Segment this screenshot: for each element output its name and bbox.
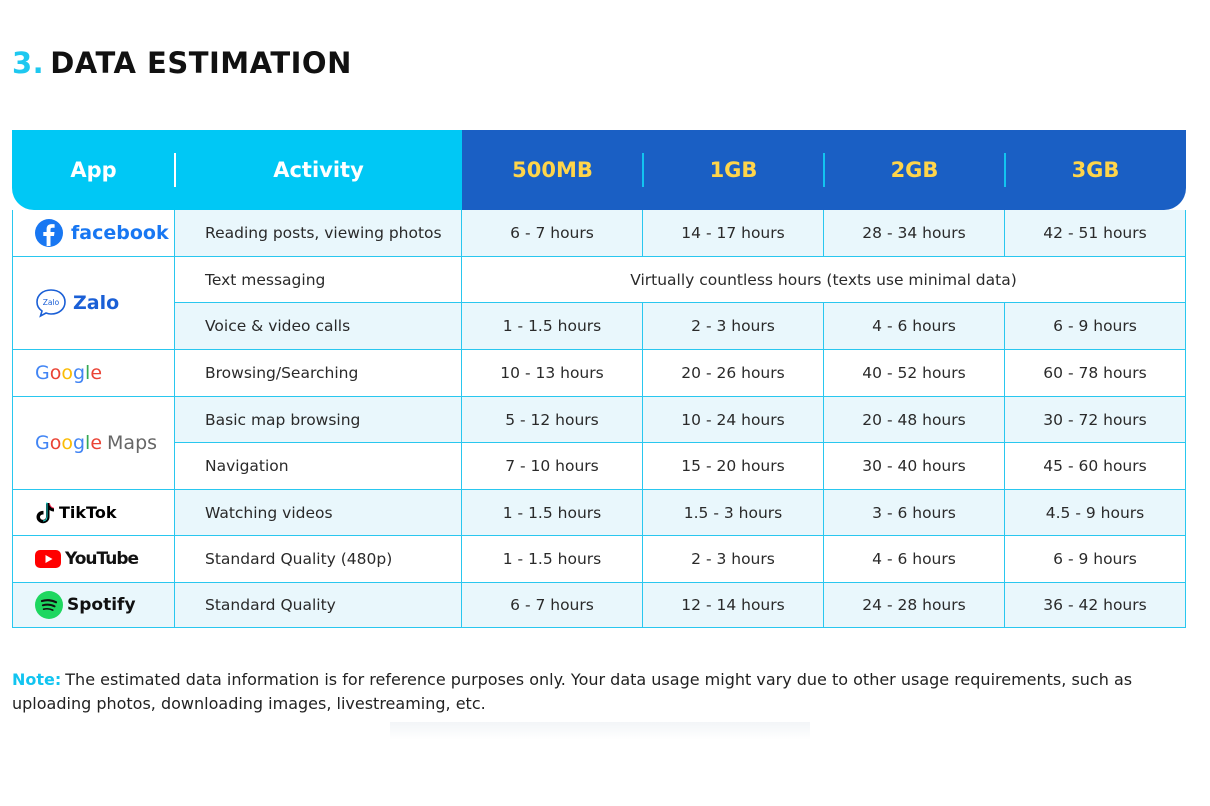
activity-cell: Reading posts, viewing photos: [175, 210, 462, 257]
value-cell: 36 - 42 hours: [1005, 583, 1186, 628]
zalo-icon: [35, 288, 67, 318]
value-cell: 4 - 6 hours: [824, 536, 1005, 583]
section-number: 3.: [12, 46, 45, 80]
value-cell: 15 - 20 hours: [643, 443, 824, 490]
zalo-badge-text: Zalo: [42, 298, 60, 307]
facebook-icon: [35, 219, 63, 247]
value-cell: 10 - 24 hours: [643, 397, 824, 443]
data-estimation-table: [12, 130, 1186, 615]
tiktok-icon: [35, 502, 55, 524]
value-cell: 6 - 9 hours: [1005, 536, 1186, 583]
activity-cell: Standard Quality: [175, 583, 462, 628]
header-activity: Activity: [273, 158, 364, 182]
value-cell: 4.5 - 9 hours: [1005, 490, 1186, 536]
activity-cell: Text messaging: [175, 257, 462, 303]
activity-cell: Browsing/Searching: [175, 350, 462, 397]
google-logo-text: Google: [35, 362, 103, 384]
value-cell: 24 - 28 hours: [824, 583, 1005, 628]
footnote: [12, 668, 1182, 716]
header-plan-3gb: 3GB: [1071, 158, 1120, 182]
section-title: [12, 46, 352, 80]
decorative-fade: [390, 722, 810, 740]
app-cell-google: [12, 350, 175, 397]
header-app: App: [70, 158, 117, 182]
table-header: [12, 130, 1186, 210]
activity-cell: Navigation: [175, 443, 462, 490]
value-cell: 1.5 - 3 hours: [643, 490, 824, 536]
value-cell: 2 - 3 hours: [643, 536, 824, 583]
value-cell: 14 - 17 hours: [643, 210, 824, 257]
youtube-logo-text: YouTube: [65, 549, 139, 569]
value-cell: 6 - 7 hours: [462, 210, 643, 257]
header-plan-1gb: 1GB: [709, 158, 758, 182]
value-cell: 20 - 26 hours: [643, 350, 824, 397]
value-cell: 6 - 7 hours: [462, 583, 643, 628]
tiktok-logo-text: TikTok: [59, 503, 117, 522]
value-cell: 7 - 10 hours: [462, 443, 643, 490]
app-cell-zalo: [12, 257, 175, 350]
value-cell: 10 - 13 hours: [462, 350, 643, 397]
facebook-logo-text: facebook: [71, 222, 169, 244]
value-cell: 1 - 1.5 hours: [462, 490, 643, 536]
footnote-text: The estimated data information is for reference purposes only. Your data usage might vary due to other usage requirements, such as uploading photos, downloading images, livestreaming, etc.: [12, 670, 1133, 713]
table-body: [12, 210, 1186, 628]
value-cell: 1 - 1.5 hours: [462, 303, 643, 350]
value-cell: 4 - 6 hours: [824, 303, 1005, 350]
activity-cell: Basic map browsing: [175, 397, 462, 443]
value-cell: 6 - 9 hours: [1005, 303, 1186, 350]
activity-cell: Standard Quality (480p): [175, 536, 462, 583]
value-cell: 28 - 34 hours: [824, 210, 1005, 257]
value-cell: 1 - 1.5 hours: [462, 536, 643, 583]
value-cell: 60 - 78 hours: [1005, 350, 1186, 397]
value-cell: 12 - 14 hours: [643, 583, 824, 628]
value-cell: 45 - 60 hours: [1005, 443, 1186, 490]
activity-cell: Watching videos: [175, 490, 462, 536]
section-heading: DATA ESTIMATION: [50, 46, 352, 80]
footnote-label: Note:: [12, 670, 62, 689]
app-cell-youtube: [12, 536, 175, 583]
header-plan-2gb: 2GB: [890, 158, 939, 182]
value-cell: 20 - 48 hours: [824, 397, 1005, 443]
value-cell: 42 - 51 hours: [1005, 210, 1186, 257]
google-maps-logo-google: Google: [35, 432, 103, 454]
google-maps-logo-text: Maps: [107, 432, 158, 454]
app-cell-facebook: [12, 210, 175, 257]
app-cell-spotify: [12, 583, 175, 628]
app-cell-tiktok: [12, 490, 175, 536]
youtube-icon: [35, 550, 61, 568]
value-cell: 2 - 3 hours: [643, 303, 824, 350]
spotify-logo-text: Spotify: [67, 595, 136, 615]
merged-value-cell: Virtually countless hours (texts use minimal data): [462, 257, 1186, 303]
header-plan-500mb: 500MB: [512, 158, 593, 182]
value-cell: 3 - 6 hours: [824, 490, 1005, 536]
value-cell: 5 - 12 hours: [462, 397, 643, 443]
spotify-icon: [35, 591, 63, 619]
app-cell-google-maps: [12, 397, 175, 490]
value-cell: 30 - 40 hours: [824, 443, 1005, 490]
value-cell: 40 - 52 hours: [824, 350, 1005, 397]
zalo-logo-text: Zalo: [73, 292, 120, 314]
value-cell: 30 - 72 hours: [1005, 397, 1186, 443]
activity-cell: Voice & video calls: [175, 303, 462, 350]
